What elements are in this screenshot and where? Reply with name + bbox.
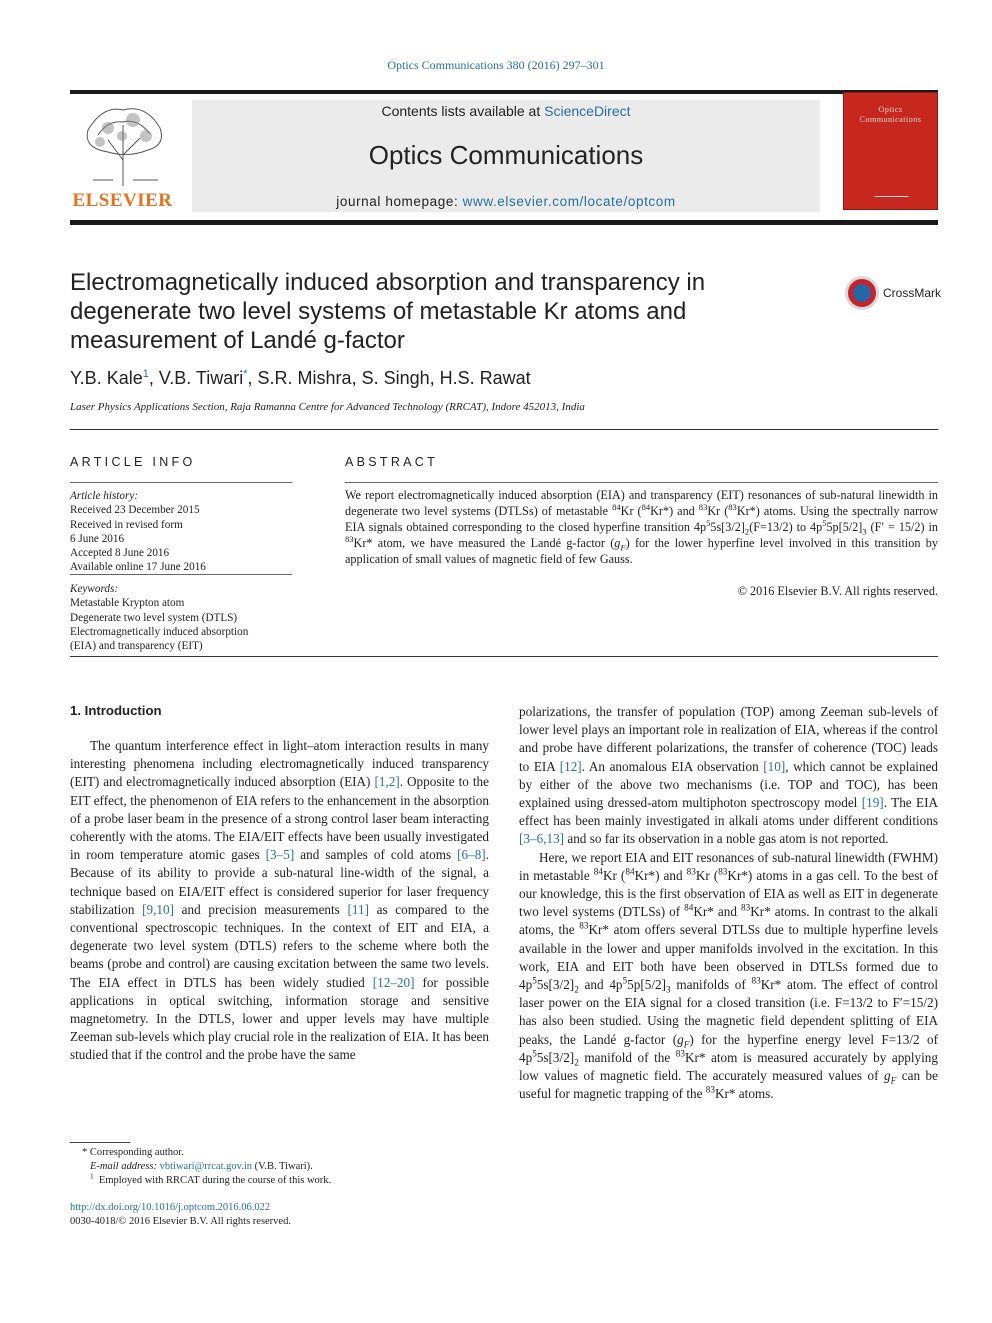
footnote-1: $^1$ Employed with RRCAT during the course of this work. (90, 1171, 332, 1187)
journal-name: Optics Communications (368, 140, 644, 170)
keywords-label: Keywords: (70, 583, 119, 595)
contents-line (192, 103, 820, 119)
homepage-link[interactable]: www.elsevier.com/locate/optcom (462, 194, 676, 209)
article-title: Electromagnetically induced absorption and transparency in degenerate two level systems of metastable Kr atoms and measurement of Landé g-factor (70, 269, 706, 354)
footnote-email (70, 1160, 489, 1174)
contents-prefix: Contents lists available at (381, 103, 541, 119)
keyword-item: (EIA) and transparency (EIT) (70, 640, 203, 653)
elsevier-logo[interactable] (70, 100, 175, 212)
author-name[interactable]: S. Singh (361, 368, 430, 388)
history-label: Article history: (70, 490, 139, 502)
footnote-1-text: Employed with RRCAT during the course of this work. (98, 1175, 332, 1187)
corresponding-author-mark[interactable]: * (243, 368, 248, 380)
history-item: 6 June 2016 (70, 532, 125, 545)
citation-link[interactable]: [10] (763, 758, 786, 774)
section-divider (70, 429, 938, 430)
history-item: Received in revised form (70, 518, 183, 531)
header-top-rule (70, 90, 938, 94)
homepage-prefix: journal homepage: (336, 194, 459, 209)
article-history (70, 489, 292, 575)
author-name[interactable]: Y.B. Kale (70, 368, 143, 388)
footnote-corresponding: * Corresponding author. (82, 1147, 184, 1158)
email-label: E-mail address: (90, 1161, 157, 1173)
journal-cover-thumbnail[interactable] (843, 92, 938, 210)
footnotes (70, 1146, 489, 1189)
elsevier-tree-icon (78, 100, 168, 188)
history-item: Received 23 December 2015 (70, 504, 200, 517)
keyword-item: Metastable Krypton atom (70, 597, 185, 610)
citation-link[interactable]: [1,2] (374, 774, 400, 790)
abstract-copyright: © 2016 Elsevier B.V. All rights reserved. (737, 584, 938, 598)
header-bottom-rule (70, 220, 938, 225)
corresponding-text: Corresponding author. (89, 1147, 184, 1158)
section-divider (70, 656, 938, 657)
keywords-rule (70, 574, 292, 575)
cover-rule (874, 196, 909, 197)
citation-link[interactable]: [9,10] (142, 901, 174, 917)
abstract-rule (345, 482, 938, 483)
citation-link[interactable]: [12–20] (372, 974, 415, 990)
crossmark-icon (845, 276, 879, 310)
intro-paragraph-left: The quantum interference effect in light–atom interaction results in many interesting phenomena including electromagnetically induced transparency (EIT) and electromagnetically induced absorption (EIA) [1,2]. Opposite to the EIT effect, the phenomenon of EIA refers to the enhancement in the absorption of a probe laser beam in the presence of a strong control laser beam interacting coherently with the atoms. The EIA/EIT effects have been usually investigated in room temperature atomic gases [3–5] and samples of cold atoms [6–8]. Because of its ability to provide a sub-natural line-width of the signal, a technique based on EIA/EIT effect is considered superior for laser frequency stabilization [9,10] and precision measurements [11] as compared to the conventional spectroscopic techniques. In the context of EIT and EIA, a degenerate two level system (DTLS) refers to the scheme where both the beams (probe and control) are causing excitation between the same two levels. The EIA effect in DTLS has been widely studied [12–20] for possible applications in optical switching, information storage and sensitive magnetometry. In the DTLS, lower and upper levels may have multiple Zeeman sub-levels which play crucial role in the realization of EIA. It has been studied that if the control and the probe have the same (70, 738, 489, 1063)
email-owner: (V.B. Tiwari). (254, 1161, 313, 1173)
issn-line: 0030-4018/© 2016 Elsevier B.V. All rights reserved. (70, 1216, 291, 1228)
elsevier-wordmark: ELSEVIER (72, 190, 173, 211)
affiliation: Laser Physics Applications Section, Raja Ramanna Centre for Advanced Technology (RRCAT), Indore 452013, India (70, 401, 585, 413)
history-item: Accepted 8 June 2016 (70, 547, 170, 560)
article-info-heading: ARTICLE INFO (70, 455, 196, 469)
citation-link[interactable]: [6–8] (457, 847, 486, 863)
cover-title (844, 105, 937, 125)
doi-link[interactable]: http://dx.doi.org/10.1016/j.optcom.2016.06.022 (70, 1202, 271, 1213)
keyword-item: Electromagnetically induced absorption (70, 625, 249, 638)
footnote-rule (70, 1142, 130, 1143)
author-name[interactable]: H.S. Rawat (439, 368, 531, 388)
crossmark-badge[interactable] (845, 276, 940, 310)
citation-link[interactable]: [11] (347, 901, 369, 917)
crossmark-label: CrossMark (883, 286, 942, 300)
citation-link[interactable]: [3–5] (265, 847, 295, 863)
article-info-rule (70, 482, 292, 483)
cover-title-line1: Optics (878, 105, 903, 114)
section-heading-introduction: 1. Introduction (70, 703, 162, 718)
citation-link[interactable]: [3–6,13] (519, 831, 565, 847)
journal-citation[interactable]: Optics Communications 380 (2016) 297–301 (387, 58, 605, 72)
author-name[interactable]: V.B. Tiwari (158, 368, 244, 388)
abstract-heading: ABSTRACT (345, 455, 439, 469)
abstract-body: We report electromagnetically induced absorption (EIA) and transparency (EIT) resonances of sub-natural linewidth in degenerate two level systems (DTLSs) of metastable $^{84}$Kr ($^{84}$Kr*) and $^{83}$Kr ($^{83}$Kr*) atoms. Using the spectrally narrow EIA signals obtained corresponding to the closed hyperfine transition $4p^55s[3/2]_2(F=13/2)$ to $4p^55p[5/2]_3$ (F′ = 15/2) in $^{83}$Kr* atom, we have measured the Landé g-factor $(g_F)$ for the lower hyperfine level involved in this transition by application of small values of magnetic field of few Gauss. (345, 488, 939, 566)
intro-paragraph-right: polarizations, the transfer of population (TOP) among Zeeman sub-levels of lower level plays an important role in realization of EIA, whereas if the control and probe have different polarizations, the transfer of coherence (TOC) leads to EIA [12]. An anomalous EIA observation [10], which cannot be explained by either of the above two mechanisms (i.e. TOP and TOC), has been explained using dressed-atom multiphoton spectroscopy model [19]. The EIA effect has been mainly investigated in alkali atoms under different conditions [3–6,13] and so far its observation in a noble gas atom is not reported. Here, we report EIA and EIT resonances of sub-natural linewidth (FWHM) in metastable $^{84}$Kr ($^{84}$Kr*) and $^{83}$Kr ($^{83}$Kr*) atoms in a gas cell. To the best of our knowledge, this is the first observation of EIA as well as EIT in degenerate two level systems (DTLSs) of $^{84}$Kr* and $^{83}$Kr* atoms. In contrast to the alkali atoms, the $^{83}$Kr* atom offers several DTLSs due to multiple hyperfine levels available in the lower and upper manifolds involved in the excitation. In this work, EIA and EIT both have been observed in DTLSs formed due to $4p^55s[3/2]_2$ and $4p^55p[5/2]_3$ manifolds of $^{83}$Kr* atom. The effect of control laser power on the EIA signal for a closed transition (i.e. F=13/2 to F′=15/2) has also been studied. Using the magnetic field dependent splitting of EIA peaks, the Landé g-factor $(g_F)$ for the hyperfine energy level F=13/2 of $4p^55s[3/2]_2$ manifold of the $^{83}$Kr* atom is measured accurately by applying low values of magnetic field. The accurately measured values of $g_F$ can be useful for magnetic trapping of the $^{83}$Kr* atoms. (519, 704, 939, 1102)
author-footnote-mark[interactable]: 1 (142, 368, 149, 380)
sciencedirect-link[interactable]: ScienceDirect (544, 103, 631, 119)
keywords (70, 582, 292, 653)
author-name[interactable]: S.R. Mishra (257, 368, 352, 388)
doi-block (70, 1201, 489, 1229)
history-item: Available online 17 June 2016 (70, 561, 206, 574)
journal-header (192, 100, 820, 212)
keyword-item: Degenerate two level system (DTLS) (70, 611, 238, 624)
email-link[interactable]: vbtiwari@rrcat.gov.in (159, 1161, 252, 1173)
cover-title-line2: Communications (859, 115, 922, 124)
citation-link[interactable]: [19] (861, 795, 884, 811)
homepage-line (192, 194, 820, 209)
author-list: Y.B. Kale$^1$, V.B. Tiwari*, S.R. Mishra, S. Singh, H.S. Rawat (70, 368, 531, 388)
citation-link[interactable]: [12] (559, 758, 582, 774)
